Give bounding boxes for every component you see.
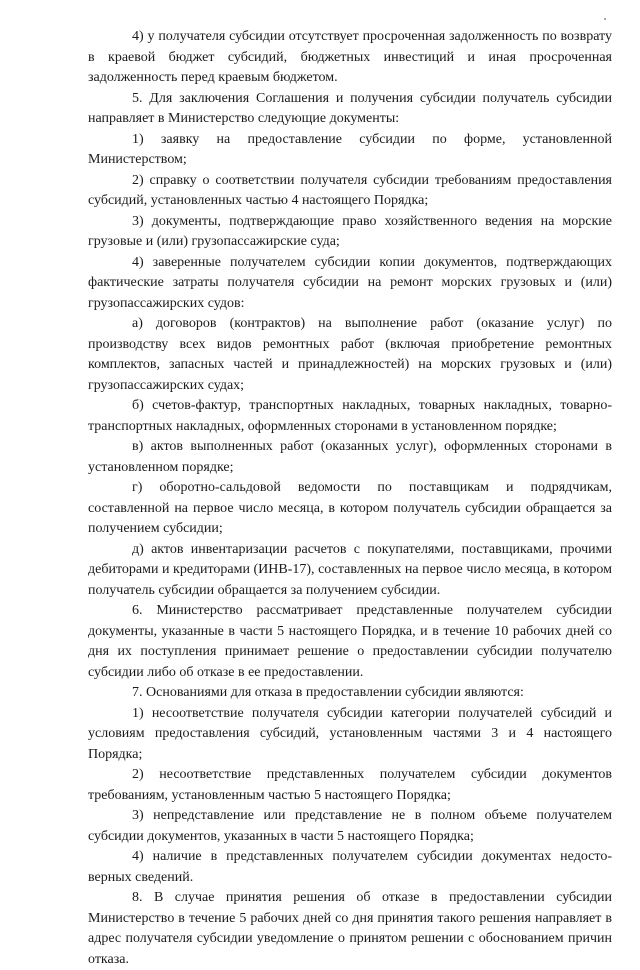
paragraph-8-refusal-notice: 8. В случае принятия решения об отказе в предоставлении субсидии Министерство в течение 5 рабочих дней со дня принятия такого решения направляет в адрес получателя субсидии уведомление о принятом решении с обоснованием причин отказа. bbox=[88, 890, 612, 967]
sublist-item-acts: в) актов выполненных работ (оказанных услуг), оформленных сторонами в установленном порядке; bbox=[88, 439, 612, 475]
list-item-certificate: 2) справку о соответствии получателя субсидии требованиям предоставления субсидий, установленных частью 4 настоящего Порядка; bbox=[88, 172, 612, 208]
list-item-application: 1) заявку на предоставление субсидии по форме, установленной Министерством; bbox=[88, 131, 612, 167]
sublist-item-turnover-sheet: г) оборотно-сальдовой ведомости по поставщикам и подрядчикам, составленной на первое число месяца, в котором получатель субсидии обращается за получением субсидии; bbox=[88, 480, 612, 536]
list-item-ownership-documents: 3) документы, подтверждающие право хозяйственного ведения на морские грузовые и (или) грузопассажирские суда; bbox=[88, 213, 612, 249]
scan-speck bbox=[604, 18, 606, 20]
list-item-false-information: 4) наличие в представленных получателем субсидии документах недостоверных сведений. bbox=[88, 849, 612, 885]
paragraph-5-documents-intro: 5. Для заключения Соглашения и получения субсидии получатель субсидии направляет в Министерство следующие документы: bbox=[88, 90, 612, 126]
sublist-item-invoices: б) счетов-фактур, транспортных накладных, товарных накладных, товарно-транспортных накладных, оформленных сторонами в установленном порядке; bbox=[88, 398, 612, 434]
list-item-category-mismatch: 1) несоответствие получателя субсидии категории получателей субсидий и условиям предоставления субсидий, установленным частями 3 и 4 настоящего Порядка; bbox=[88, 705, 612, 762]
list-item-cost-documents: 4) заверенные получателем субсидии копии документов, подтверждающих фактические затраты получателя субсидии на ремонт морских грузовых и (или) грузопассажирских судов: bbox=[88, 254, 612, 311]
sublist-item-contracts: а) договоров (контрактов) на выполнение работ (оказание услуг) по производству всех видов ремонтных работ (включая приобретение ремонтных комплектов, запасных частей и принадлежностей) на морских грузовых и (или) грузопассажирских судах; bbox=[88, 316, 612, 393]
sublist-item-inventory-acts: д) актов инвентаризации расчетов с покупателями, поставщиками, прочими дебиторами и кредиторами (ИНВ-17), составленных на первое число месяца, в котором получатель субсидии обращается за получением субсидии. bbox=[88, 541, 612, 598]
list-item-incomplete-submission: 3) непредставление или представление не в полном объеме получателем субсидии документов, указанных в части 5 настоящего Порядка; bbox=[88, 808, 612, 844]
paragraph-6-review: 6. Министерство рассматривает представленные получателем субсидии документы, указанные в части 5 настоящего Порядка, и в течение 10 рабочих дней со дня их поступления принимает решение о предоставлении субсидии получателю субсидии либо об отказе в ее предоставлении. bbox=[88, 603, 612, 680]
document-body bbox=[88, 27, 612, 970]
list-item-documents-mismatch: 2) несоответствие представленных получателем субсидии документов требованиям, установленным частью 5 настоящего Порядка; bbox=[88, 767, 612, 803]
paragraph-4-no-debt: 4) у получателя субсидии отсутствует просроченная задолженность по возврату в краевой бюджет субсидий, бюджетных инвестиций и иная просроченная задолженность перед краевым бюджетом. bbox=[88, 29, 612, 85]
paragraph-7-refusal-grounds: 7. Основаниями для отказа в предоставлении субсидии являются: bbox=[132, 685, 524, 700]
